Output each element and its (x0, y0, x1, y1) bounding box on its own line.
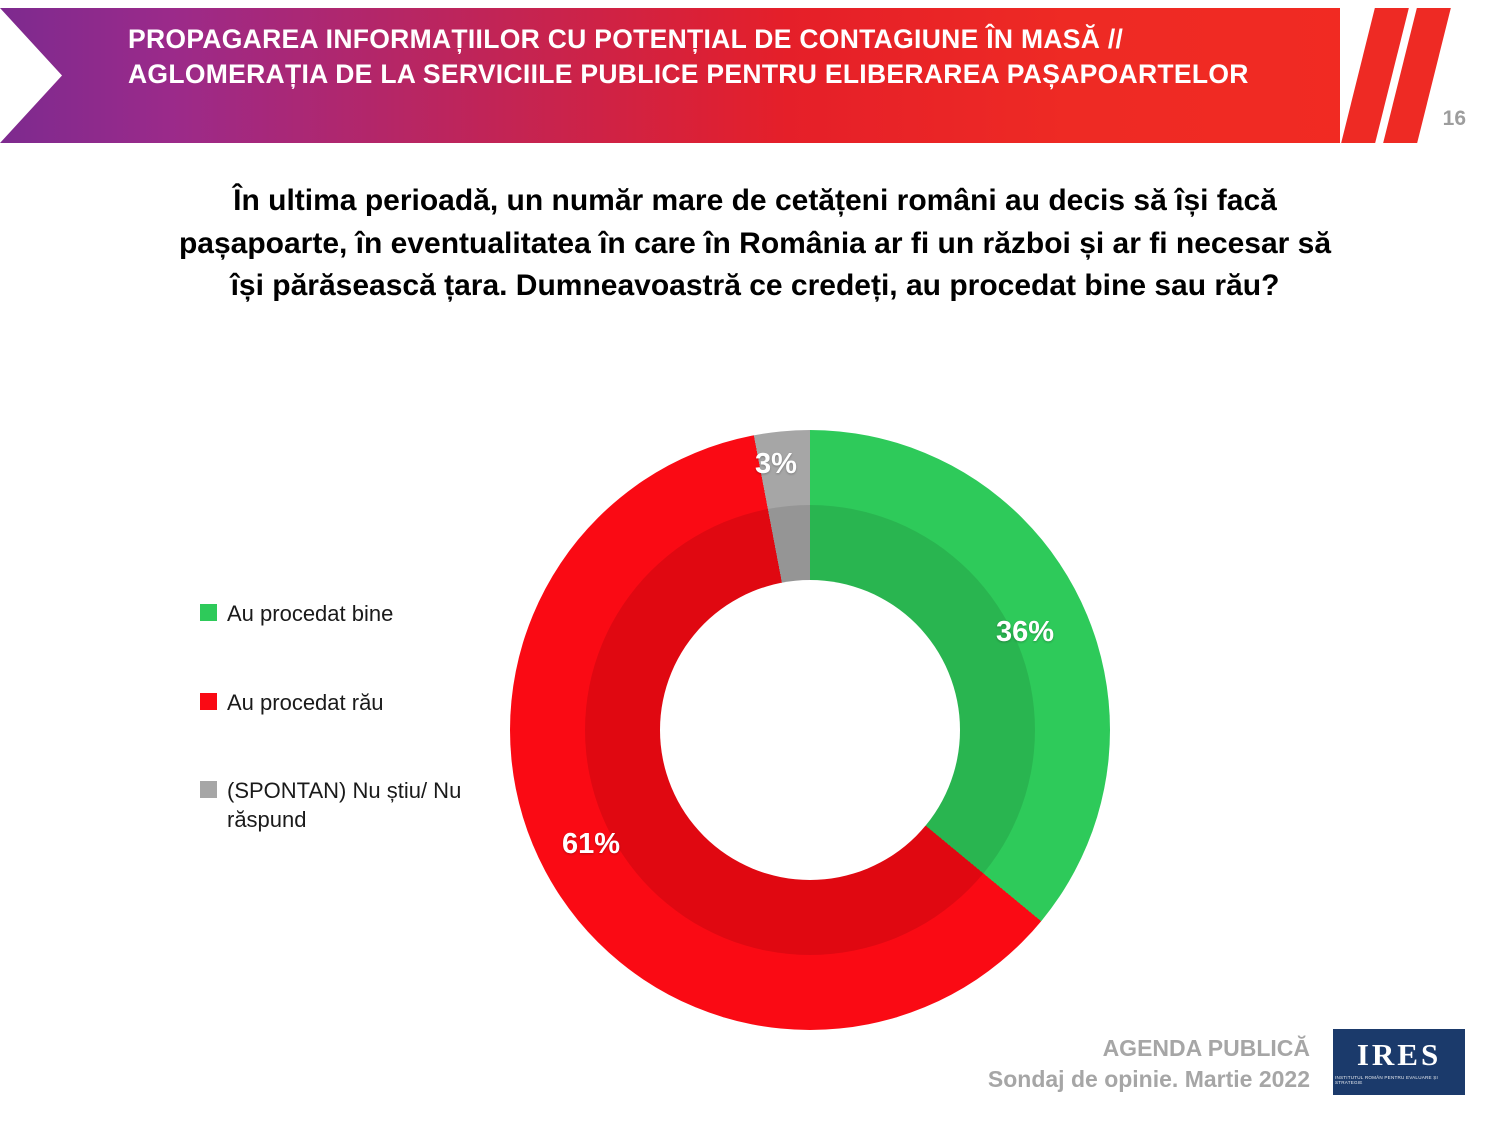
footer-source (988, 1033, 1310, 1095)
legend-swatch-icon (200, 781, 217, 798)
legend-item-label: Au procedat bine (227, 601, 394, 626)
legend-item-label: (SPONTAN) Nu știu/ Nu răspund (227, 778, 462, 832)
legend-swatch-icon (200, 604, 217, 621)
footer-line-2: Sondaj de opinie. Martie 2022 (987, 1065, 1310, 1092)
legend-swatch-icon (200, 693, 217, 710)
footer-line-1: AGENDA PUBLICĂ (1102, 1034, 1310, 1061)
legend-item[interactable] (200, 689, 500, 718)
question-text: În ultima perioadă, un număr mare de cetățeni români au decis să își facă pașapoarte, în eventualitatea în care în România ar fi un război și ar fi necesar să își părăsească țara. Dumneavoastră ce credeți, au procedat bine sau rău? (178, 184, 1332, 303)
chart-legend (200, 600, 500, 894)
page-number: 16 (1442, 107, 1466, 130)
legend-item[interactable] (200, 777, 500, 834)
ires-logo (1333, 1029, 1465, 1095)
page-title: PROPAGAREA INFORMAȚIILOR CU POTENȚIAL DE CONTAGIUNE ÎN MASĂ // AGLOMERAȚIA DE LA SERVICIILE PUBLICE PENTRU ELIBERAREA PAȘAPOARTELOR (128, 24, 1249, 90)
donut-chart (500, 420, 1120, 1040)
header-banner (0, 0, 1500, 150)
slice-label-nu-stiu: 3% (755, 448, 797, 480)
logo-subtext: INSTITUTUL ROMÂN PENTRU EVALUARE ȘI STRATEGIE (1335, 1075, 1438, 1085)
slice-label-rau: 61% (562, 828, 621, 860)
legend-item-label: Au procedat rău (227, 689, 384, 715)
logo-text: IRES (1356, 1037, 1442, 1072)
slice-label-bine: 36% (996, 616, 1055, 648)
donut-hole (660, 580, 960, 880)
legend-item[interactable] (200, 600, 500, 629)
